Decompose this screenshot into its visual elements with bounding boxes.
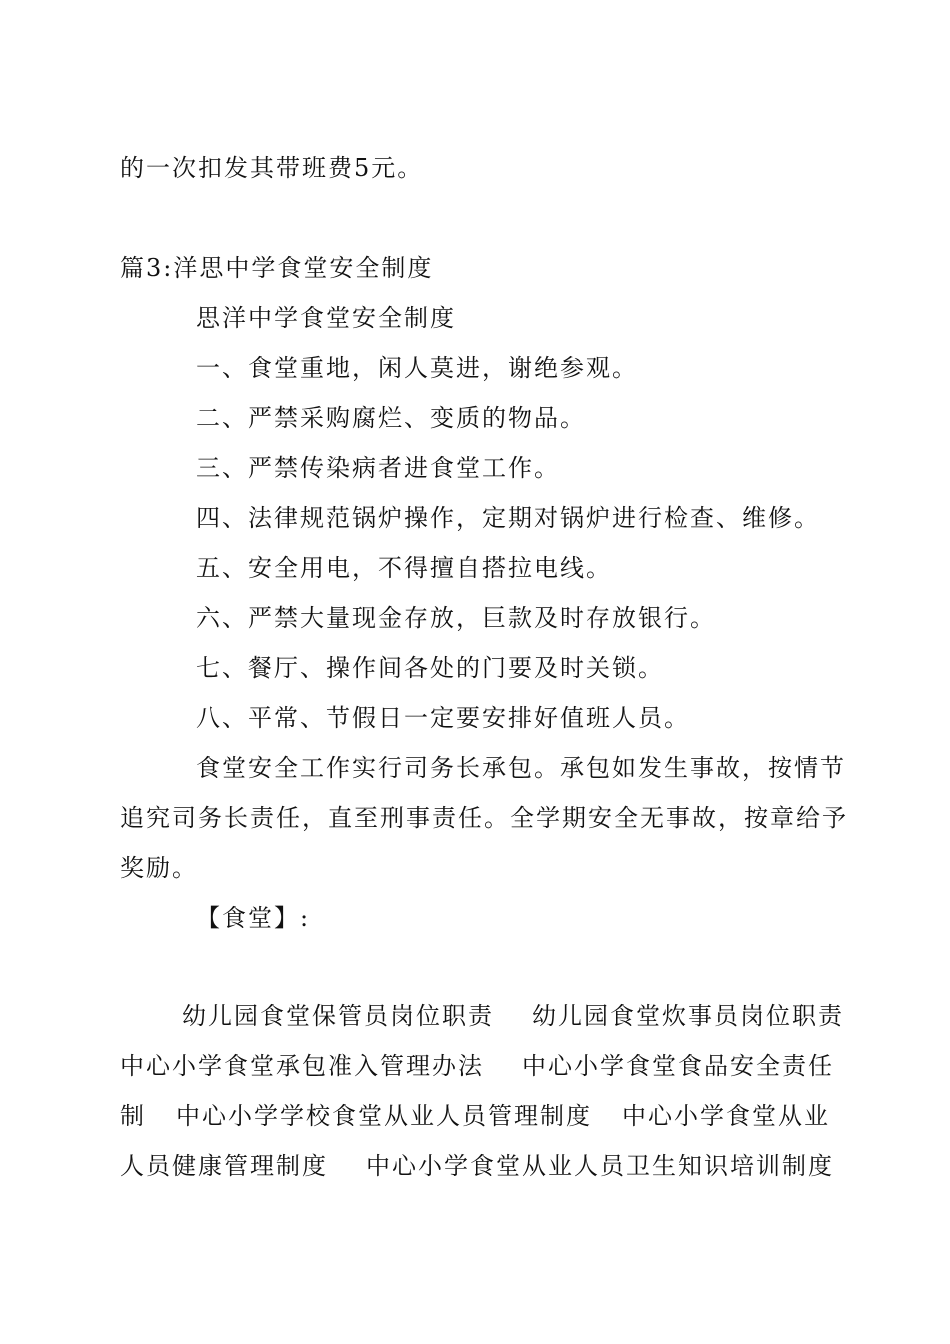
related-link[interactable]: 制 [120, 1102, 146, 1130]
rule-item: 一、食堂重地，闲人莫进，谢绝参观。 [196, 354, 638, 382]
related-link[interactable]: 中心小学学校食堂从业人员管理制度 [176, 1102, 592, 1130]
closing-paragraph-line: 食堂安全工作实行司务长承包。承包如发生事故，按情节 [196, 754, 846, 782]
related-links-line [120, 1150, 832, 1182]
related-link[interactable]: 中心小学食堂食品安全责任 [522, 1052, 834, 1080]
rule-item: 六、严禁大量现金存放，巨款及时存放银行。 [196, 604, 716, 632]
section-heading: 篇3:洋思中学食堂安全制度 [120, 254, 434, 282]
rule-item: 八、平常、节假日一定要安排好值班人员。 [196, 704, 690, 732]
rule-item: 二、严禁采购腐烂、变质的物品。 [196, 404, 586, 432]
document-title: 思洋中学食堂安全制度 [196, 304, 456, 332]
tag-label: 【食堂】: [196, 904, 311, 932]
rule-item: 三、严禁传染病者进食堂工作。 [196, 454, 560, 482]
related-link[interactable]: 人员健康管理制度 [120, 1152, 328, 1180]
related-link[interactable]: 中心小学食堂从业人员卫生知识培训制度 [366, 1152, 834, 1180]
related-link[interactable]: 中心小学食堂承包准入管理办法 [120, 1052, 484, 1080]
closing-paragraph-line: 奖励。 [120, 854, 198, 882]
rule-item: 七、餐厅、操作间各处的门要及时关锁。 [196, 654, 664, 682]
related-link[interactable]: 幼儿园食堂炊事员岗位职责 [532, 1002, 844, 1030]
rule-item: 五、安全用电，不得擅自搭拉电线。 [196, 554, 612, 582]
related-link[interactable]: 中心小学食堂从业 [622, 1102, 830, 1130]
related-links-line [120, 1100, 832, 1132]
rule-item: 四、法律规范锅炉操作，定期对锅炉进行检查、维修。 [196, 504, 820, 532]
related-links-line [182, 1000, 844, 1032]
related-links-line [120, 1050, 832, 1082]
related-link[interactable]: 幼儿园食堂保管员岗位职责 [182, 1002, 494, 1030]
previous-section-tail: 的一次扣发其带班费5元。 [120, 154, 424, 182]
closing-paragraph-line: 追究司务长责任，直至刑事责任。全学期安全无事故，按章给予 [120, 804, 848, 832]
